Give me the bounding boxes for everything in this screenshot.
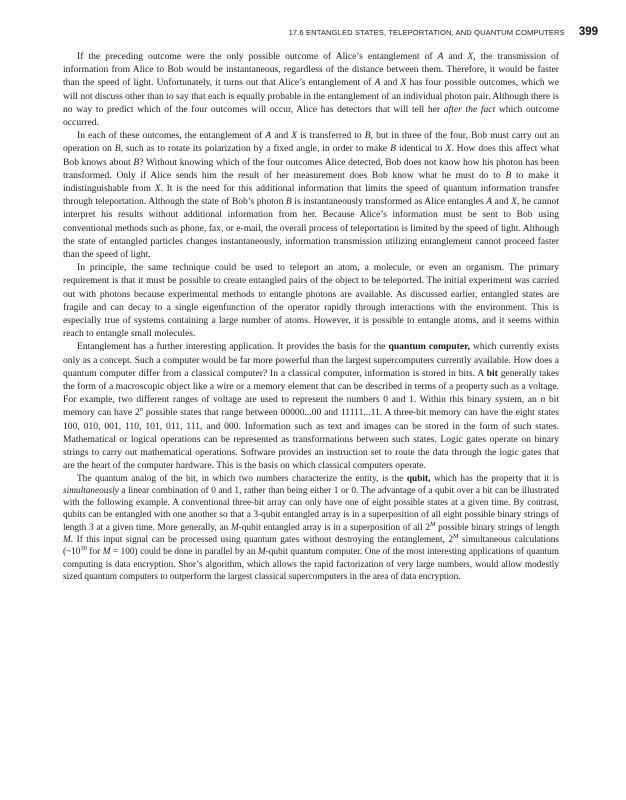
text-run: In each of these outcomes, the entanglement of xyxy=(77,130,266,142)
italic-text: X xyxy=(291,130,298,142)
italic-text: X xyxy=(400,77,407,89)
text-run: ? Without knowing which of the four outcomes Alice detected, Bob does not know how his photon has been transformed. Only if Alice sends him the result of her measurement does Bob know what he must do to xyxy=(63,156,559,181)
text-run: , he cannot interpret his results without additional information from her. Because Alice’s information must be sent to Bob using conventional methods such as phone, fax, or e-mail, the overall process of teleportation is limited by the speed of light. Although the state of entangled particles changes instantaneously, information transmission utilizing entanglement cannot proceed faster than the speed of light. xyxy=(63,196,559,261)
text-run: and xyxy=(271,130,292,142)
text-run: for xyxy=(86,547,103,558)
text-run: to make it indistinguishable from xyxy=(63,169,559,195)
text-run: possible binary strings of length xyxy=(435,522,559,533)
superscript: n xyxy=(139,406,143,414)
italic-text: A xyxy=(374,77,381,89)
text-run: Entanglement has a further interesting application. It provides the basis for the xyxy=(77,341,389,353)
text-run: identical to xyxy=(396,143,446,155)
italic-text: A xyxy=(437,51,444,62)
text-run: a linear combination of 0 and 1, rather than being either 1 or 0. The advantage of a qubit over a bit can be illustrated with the following example. A conventional three-bit array can only have one of eight possible states at a given time. By contrast, qubits can be entangled with one another so that a 3-qubit entangled array is in a superposition of all eight possible binary strings of length 3 at a given time. More generally, an xyxy=(63,485,559,533)
text-run: . If this input signal can be processed using quantum gates without destroying the entanglement, 2 xyxy=(70,534,454,545)
italic-text: B xyxy=(364,130,371,142)
running-head: 17.6 ENTANGLED STATES, TELEPORTATION, AND QUANTUM COMPUTERS xyxy=(288,28,565,37)
text-run: and xyxy=(492,196,512,208)
italic-text: X xyxy=(154,183,161,195)
paragraph xyxy=(63,473,559,584)
text-run: generally takes the form of a macroscopic object like a wire or a memory element that can be described in terms of a property such as a voltage. For example, two different ranges of voltage are used to represent the numbers 0 and 1. Within this binary system, an xyxy=(63,367,559,406)
text-run: -qubit quantum computer. One of the most interesting applications of quantum computing is data encryption. Shor’s algorithm, which allows the rapid factorization of very large numbers, would allow modestly sized quantum computers to outperform the largest classical supercomputers in the area of data encryption. xyxy=(63,547,559,582)
bold-term: bit xyxy=(486,367,498,379)
text-run: In principle, the same technique could be used to teleport an atom, a molecule, or even an organism. The primary requirement is that it must be possible to create entangled pairs of the object to be teleported. The initial experiment was carried out with photons because experimental methods to entangle photons are available. As discussed earlier, entangled states are fragile and can decay to a single eigenfunction of the operator rapidly through interactions with the environment. This is especially true of systems containing a large number of atoms. However, it is possible to entangle atoms, and it seems within reach to entangle small molecules. xyxy=(63,262,559,340)
text-run: . How does this affect what Bob knows about xyxy=(63,143,559,168)
italic-text: B xyxy=(285,196,292,208)
text-run: is transferred to xyxy=(297,130,365,142)
italic-text: M xyxy=(257,547,266,558)
italic-text: A xyxy=(265,130,272,142)
text-run: which outcome occurred. xyxy=(63,103,559,129)
paragraph xyxy=(63,340,559,472)
italic-text: M xyxy=(63,534,71,545)
paragraph xyxy=(63,261,559,340)
text-run: -qubit entangled array is in a superposition of all 2 xyxy=(238,522,430,533)
text-run: has four possible outcomes, which we will not discuss other than to say that each is equally probable in the entanglement of an individual photon pair. Although there is no way to predict which of the four outcomes will occur, Alice has detectors that will tell her xyxy=(63,77,559,115)
italic-text: X xyxy=(511,196,517,208)
text-run: = 100) could be done in parallel by an xyxy=(110,547,258,558)
text-run: which has the property that it is xyxy=(430,473,559,484)
text-run: possible states that range between 00000...00 and 11111...11. A three-bit memory can have the eight states 100, 010, 001, 110, 101, 011, 111, and 000. Information such as text and images can be stored in the form of such states. Mathematical or logical operations can be represented as transformations between such states. Logic gates operate on binary strings to carry out mathematical operations. Software provides an instruction set to route the data through the logic gates that are the heart of the computer hardware. This is the basis on which classical computers operate. xyxy=(63,407,559,472)
italic-text: n xyxy=(540,394,546,406)
text-run: which currently exists only as a concept. Such a computer would be far more powerful than the largest supercomputers currently available. How does a quantum computer differ from a classical computer? In a classical computer, information is stored in bits. A xyxy=(63,341,559,379)
text-run: If the preceding outcome were the only possible outcome of Alice’s entanglement of xyxy=(77,51,438,62)
page-number: 399 xyxy=(578,26,598,38)
superscript: 30 xyxy=(80,545,87,553)
italic-text: B xyxy=(505,169,512,181)
italic-text: M xyxy=(230,522,239,533)
italic-text: B xyxy=(133,156,140,168)
text-run: is instantaneously transformed as Alice entangles xyxy=(291,196,487,208)
italic-text: A xyxy=(486,196,493,208)
superscript: M xyxy=(429,520,436,528)
text-run: . It is the need for this additional information that limits the speed of quantum information transfer through teleportation. Although the state of Bob’s photon xyxy=(63,183,559,208)
bold-term: qubit, xyxy=(406,473,431,484)
text-run: , but in three of the four, Bob must carry out an operation on xyxy=(63,130,559,155)
bold-term: quantum computer, xyxy=(388,341,470,353)
text-run: simultaneous calculations (~10 xyxy=(63,534,559,558)
paragraph xyxy=(63,129,559,261)
text-run: bit memory can have 2 xyxy=(63,394,559,419)
paragraph xyxy=(63,50,559,129)
italic-text: X xyxy=(467,51,474,62)
italic-text: after the fact xyxy=(443,103,496,115)
text-run: and xyxy=(443,51,468,62)
text-run: , the transmission of information from Alice to Bob would be instantaneous, regardless of the distance between them. Therefore, it would be faster than the speed of light. Unfortunately, it turns out that Alice’s entanglement of xyxy=(63,51,559,89)
italic-text: B xyxy=(390,143,397,155)
italic-text: B xyxy=(114,143,121,155)
italic-text: M xyxy=(102,547,111,558)
page-header xyxy=(62,26,598,38)
text-run: The quantum analog of the bit, in which two numbers characterize the entity, is the xyxy=(77,473,407,484)
superscript: M xyxy=(453,532,459,540)
text-run: , such as to rotate its polarization by a fixed angle, in order to make xyxy=(120,143,391,155)
italic-text: X xyxy=(445,143,452,155)
text-run: and xyxy=(380,77,401,89)
body-text xyxy=(63,50,559,583)
italic-text: simultaneously xyxy=(63,485,119,496)
